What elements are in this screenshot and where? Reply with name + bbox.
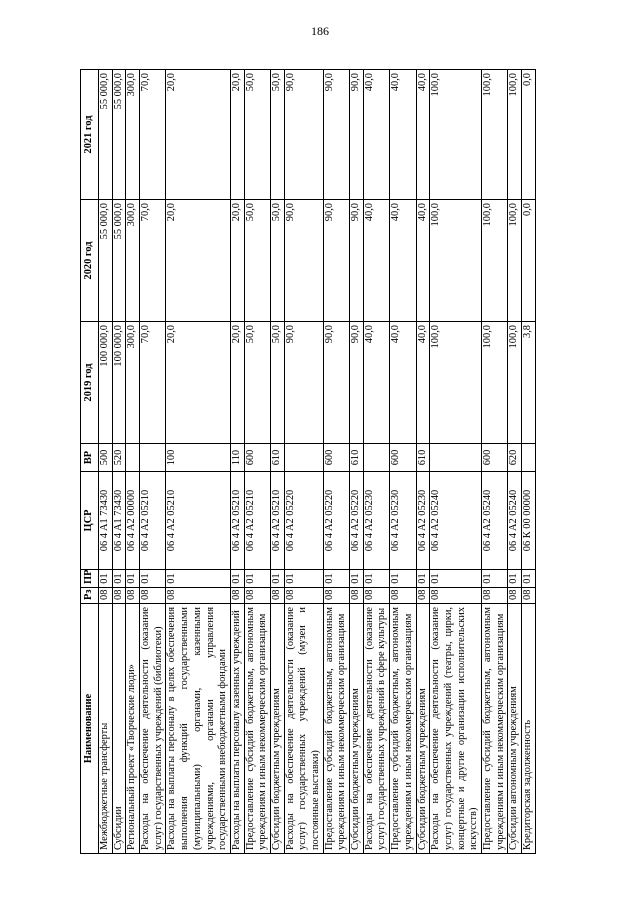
row-pr: 01 <box>166 570 230 588</box>
row-pr: 01 <box>230 570 244 588</box>
table-row <box>270 70 284 854</box>
row-2020: 20,0 <box>230 200 244 322</box>
row-2021: 100,0 <box>430 70 482 200</box>
row-name: Субсидии автономным учреждениям <box>508 604 522 854</box>
row-pr: 01 <box>323 570 349 588</box>
row-2020: 90,0 <box>323 200 349 322</box>
row-pr: 01 <box>99 570 113 588</box>
table-row <box>126 70 140 854</box>
row-2019: 40,0 <box>416 322 430 444</box>
row-2020: 300,0 <box>126 200 140 322</box>
row-pr: 01 <box>350 570 364 588</box>
row-vr <box>140 444 166 472</box>
row-pr: 01 <box>390 570 416 588</box>
row-csr: 06 4 A2 05240 <box>481 472 507 570</box>
row-rz: 08 <box>166 588 230 604</box>
row-rz: 08 <box>508 588 522 604</box>
row-pr: 01 <box>416 570 430 588</box>
header-name: Наименование <box>81 604 99 854</box>
row-2020: 100,0 <box>430 200 482 322</box>
row-2021: 20,0 <box>166 70 230 200</box>
row-2021: 100,0 <box>508 70 522 200</box>
table-row <box>350 70 364 854</box>
header-pr: ПР <box>81 570 99 588</box>
row-rz: 08 <box>416 588 430 604</box>
row-name: Расходы на выплаты персоналу казенных учреждений <box>230 604 244 854</box>
row-csr: 06 4 A2 05240 <box>508 472 522 570</box>
row-csr: 06 4 A2 00000 <box>126 472 140 570</box>
row-csr: 06 4 A2 05230 <box>390 472 416 570</box>
row-2019: 40,0 <box>363 322 389 444</box>
row-name: Расходы на обеспечение деятельности (оказание услуг) государственных учреждений (театры, цирки, концертные и другие организации исполнительских искусств) <box>430 604 482 854</box>
row-rz: 08 <box>126 588 140 604</box>
row-2021: 20,0 <box>230 70 244 200</box>
budget-table <box>80 69 536 854</box>
row-name: Субсидии бюджетным учреждениям <box>270 604 284 854</box>
table-row <box>112 70 126 854</box>
row-rz: 08 <box>363 588 389 604</box>
row-rz: 08 <box>230 588 244 604</box>
row-2019: 100 000,0 <box>112 322 126 444</box>
row-2019: 20,0 <box>166 322 230 444</box>
table-row <box>99 70 113 854</box>
row-name: Предоставление субсидий бюджетным, автономным учреждениям и иным некоммерческим организациям <box>390 604 416 854</box>
row-2020: 40,0 <box>416 200 430 322</box>
row-name: Субсидии бюджетным учреждениям <box>416 604 430 854</box>
row-2021: 50,0 <box>244 70 270 200</box>
row-pr: 01 <box>244 570 270 588</box>
row-csr: 06 4 A2 05230 <box>416 472 430 570</box>
row-2019: 90,0 <box>323 322 349 444</box>
row-vr <box>284 444 323 472</box>
row-2021: 90,0 <box>284 70 323 200</box>
row-2021: 40,0 <box>363 70 389 200</box>
row-vr: 520 <box>112 444 126 472</box>
row-2020: 100,0 <box>508 200 522 322</box>
row-2020: 40,0 <box>390 200 416 322</box>
row-name: Расходы на обеспечение деятельности (оказание услуг) государственных учреждений (музеи и постоянные выставки) <box>284 604 323 854</box>
row-vr: 100 <box>166 444 230 472</box>
row-csr: 06 4 A1 73430 <box>112 472 126 570</box>
row-2020: 55 000,0 <box>112 200 126 322</box>
row-name: Расходы на обеспечение деятельности (оказание услуг) государственных учреждений (библиотеки) <box>140 604 166 854</box>
table-row <box>430 70 482 854</box>
header-csr: ЦСР <box>81 472 99 570</box>
row-pr: 01 <box>140 570 166 588</box>
row-2021: 0,0 <box>522 70 536 200</box>
row-2019: 100 000,0 <box>99 322 113 444</box>
row-pr: 01 <box>270 570 284 588</box>
row-name: Субсидии <box>112 604 126 854</box>
row-2021: 70,0 <box>140 70 166 200</box>
row-2020: 90,0 <box>284 200 323 322</box>
row-2020: 100,0 <box>481 200 507 322</box>
rotated-table-container <box>80 70 555 854</box>
header-vr: ВР <box>81 444 99 472</box>
row-2020: 90,0 <box>350 200 364 322</box>
row-rz: 08 <box>430 588 482 604</box>
table-row <box>508 70 522 854</box>
table-body <box>99 70 536 854</box>
row-2021: 40,0 <box>390 70 416 200</box>
row-vr: 600 <box>323 444 349 472</box>
page-number: 186 <box>311 24 329 38</box>
row-rz: 08 <box>244 588 270 604</box>
row-name: Расходы на обеспечение деятельности (оказание услуг) государственных учреждений в сфере культуры <box>363 604 389 854</box>
row-vr: 610 <box>416 444 430 472</box>
row-2021: 90,0 <box>323 70 349 200</box>
row-pr: 01 <box>112 570 126 588</box>
row-vr <box>126 444 140 472</box>
row-2020: 55 000,0 <box>99 200 113 322</box>
row-2020: 0,0 <box>522 200 536 322</box>
row-csr: 06 4 A2 05210 <box>230 472 244 570</box>
row-2019: 100,0 <box>481 322 507 444</box>
row-pr: 01 <box>430 570 482 588</box>
row-rz: 08 <box>112 588 126 604</box>
row-2021: 50,0 <box>270 70 284 200</box>
row-csr: 06 К 00 00000 <box>522 472 536 570</box>
row-2020: 50,0 <box>270 200 284 322</box>
row-rz: 08 <box>270 588 284 604</box>
header-2020: 2020 год <box>81 200 99 322</box>
row-2019: 90,0 <box>350 322 364 444</box>
row-name: Предоставление субсидий бюджетным, автономным учреждениям и иным некоммерческим организациям <box>323 604 349 854</box>
header-rz: Рз <box>81 588 99 604</box>
row-pr: 01 <box>522 570 536 588</box>
row-2019: 100,0 <box>430 322 482 444</box>
row-csr: 06 4 A2 05220 <box>284 472 323 570</box>
row-2019: 100,0 <box>508 322 522 444</box>
row-2019: 70,0 <box>140 322 166 444</box>
row-rz: 08 <box>99 588 113 604</box>
row-csr: 06 4 A2 05210 <box>270 472 284 570</box>
row-name: Региональный проект «Творческие люди» <box>126 604 140 854</box>
row-csr: 06 4 A2 05210 <box>244 472 270 570</box>
table-row <box>166 70 230 854</box>
row-vr: 600 <box>390 444 416 472</box>
table-row <box>481 70 507 854</box>
row-pr: 01 <box>508 570 522 588</box>
row-rz: 08 <box>390 588 416 604</box>
row-2019: 90,0 <box>284 322 323 444</box>
row-rz: 08 <box>284 588 323 604</box>
row-vr: 600 <box>244 444 270 472</box>
row-vr: 500 <box>99 444 113 472</box>
row-2021: 55 000,0 <box>99 70 113 200</box>
row-rz: 08 <box>481 588 507 604</box>
row-pr: 01 <box>284 570 323 588</box>
row-name: Кредиторская задолженность <box>522 604 536 854</box>
row-2021: 300,0 <box>126 70 140 200</box>
row-name: Предоставление субсидий бюджетным, автономным учреждениям и иным некоммерческим организациям <box>481 604 507 854</box>
table-row <box>284 70 323 854</box>
row-2021: 55 000,0 <box>112 70 126 200</box>
row-vr: 600 <box>481 444 507 472</box>
row-name: Предоставление субсидий бюджетным, автономным учреждениям и иным некоммерческим организациям <box>244 604 270 854</box>
row-2021: 100,0 <box>481 70 507 200</box>
table-row <box>230 70 244 854</box>
row-csr: 06 4 A2 05210 <box>140 472 166 570</box>
row-2020: 70,0 <box>140 200 166 322</box>
row-pr: 01 <box>363 570 389 588</box>
row-rz: 08 <box>350 588 364 604</box>
row-pr: 01 <box>126 570 140 588</box>
header-2021: 2021 год <box>81 70 99 200</box>
table-row <box>363 70 389 854</box>
row-csr: 06 4 A2 05240 <box>430 472 482 570</box>
table-row <box>323 70 349 854</box>
row-csr: 06 4 A2 05220 <box>323 472 349 570</box>
row-2019: 3,8 <box>522 322 536 444</box>
table-row <box>140 70 166 854</box>
row-2019: 300,0 <box>126 322 140 444</box>
table-header-row <box>81 70 99 854</box>
header-2019: 2019 год <box>81 322 99 444</box>
row-2019: 40,0 <box>390 322 416 444</box>
row-2020: 40,0 <box>363 200 389 322</box>
row-csr: 06 4 A2 05230 <box>363 472 389 570</box>
row-name: Субсидии бюджетным учреждениям <box>350 604 364 854</box>
row-name: Расходы на выплаты персоналу в целях обеспечения выполнения функций государственными (муниципальными) органами, казенными учреждениями, органами управления государственными внебюджетными фондами <box>166 604 230 854</box>
row-csr: 06 4 A2 05220 <box>350 472 364 570</box>
row-2021: 90,0 <box>350 70 364 200</box>
row-2020: 20,0 <box>166 200 230 322</box>
row-csr: 06 4 A2 05210 <box>166 472 230 570</box>
row-vr: 620 <box>508 444 522 472</box>
row-2019: 20,0 <box>230 322 244 444</box>
table-row <box>416 70 430 854</box>
row-rz: 08 <box>140 588 166 604</box>
row-rz: 08 <box>522 588 536 604</box>
table-row <box>390 70 416 854</box>
row-2020: 50,0 <box>244 200 270 322</box>
row-2019: 50,0 <box>270 322 284 444</box>
row-pr: 01 <box>481 570 507 588</box>
row-vr <box>522 444 536 472</box>
row-2021: 40,0 <box>416 70 430 200</box>
row-name: Межбюджетные трансферты <box>99 604 113 854</box>
row-vr <box>430 444 482 472</box>
row-csr: 06 4 A1 73430 <box>99 472 113 570</box>
table-row <box>244 70 270 854</box>
row-vr <box>363 444 389 472</box>
row-vr: 610 <box>270 444 284 472</box>
row-rz: 08 <box>323 588 349 604</box>
row-vr: 110 <box>230 444 244 472</box>
table-row <box>522 70 536 854</box>
row-vr: 610 <box>350 444 364 472</box>
row-2019: 50,0 <box>244 322 270 444</box>
